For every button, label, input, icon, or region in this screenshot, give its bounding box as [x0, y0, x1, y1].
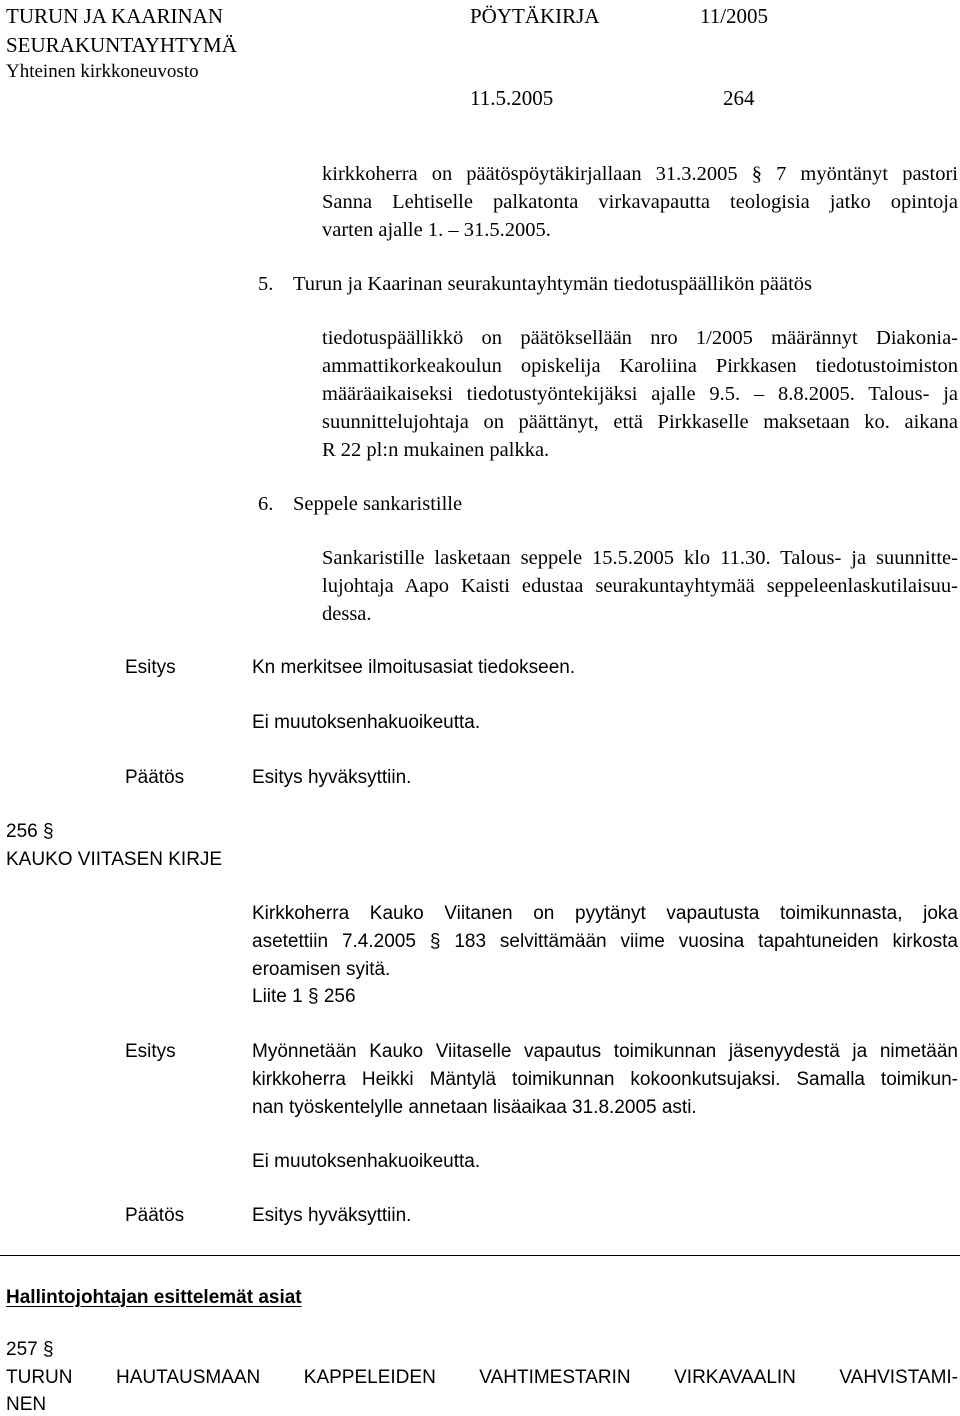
paatos-label: Päätös: [125, 1205, 185, 1226]
paragraph-line: dessa.: [322, 603, 372, 625]
section-title: NEN: [6, 1394, 47, 1415]
governing-body-name: Yhteinen kirkkoneuvosto: [6, 61, 199, 82]
paragraph-line: määräaikaiseksi tiedotustyöntekijäksi ajalle 9.5. – 8.8.2005. Talous- ja: [322, 383, 958, 405]
paatos-label: Päätös: [125, 767, 185, 788]
appeal-note: Ei muutoksenhakuoikeutta.: [252, 712, 481, 733]
esitys-label: Esitys: [125, 1041, 176, 1062]
esitys-label: Esitys: [125, 657, 176, 678]
document-number: 11/2005: [700, 4, 769, 28]
esitys-text: Kn merkitsee ilmoitusasiat tiedokseen.: [252, 657, 576, 678]
paragraph-line: eroamisen syitä.: [252, 959, 391, 980]
item-title: Seppele sankaristille: [293, 493, 463, 515]
divider: [0, 1255, 960, 1256]
item-number: 6.: [258, 493, 274, 515]
organization-name-line2: SEURAKUNTAYHTYMÄ: [6, 33, 237, 57]
paragraph-line: lujohtaja Aapo Kaisti edustaa seurakuntayhtymää seppeleenlaskutilaisuu-: [322, 575, 958, 597]
paragraph-line: asetettiin 7.4.2005 § 183 selvittämään viime vuosina tapahtuneiden kirkosta: [252, 931, 958, 952]
section-number: 257 §: [6, 1339, 54, 1360]
section-title: KAUKO VIITASEN KIRJE: [6, 849, 223, 870]
appeal-note: Ei muutoksenhakuoikeutta.: [252, 1151, 481, 1172]
document-type: PÖYTÄKIRJA: [470, 4, 600, 28]
organization-name-line1: TURUN JA KAARINAN: [6, 4, 224, 28]
section-title: TURUN HAUTAUSMAAN KAPPELEIDEN VAHTIMESTARIN VIRKAVAALIN VAHVISTAMI-: [6, 1367, 958, 1388]
section-heading: Hallintojohtajan esittelemät asiat: [6, 1287, 302, 1308]
paragraph-line: kirkkoherra Heikki Mäntylä toimikunnan kokoonkutsujaksi. Samalla toimikun-: [252, 1069, 958, 1090]
paatos-text: Esitys hyväksyttiin.: [252, 767, 412, 788]
paragraph-line: Kirkkoherra Kauko Viitanen on pyytänyt vapautusta toimikunnasta, joka: [252, 903, 958, 924]
paragraph-line: R 22 pl:n mukainen palkka.: [322, 439, 550, 461]
paragraph-line: varten ajalle 1. – 31.5.2005.: [322, 219, 551, 241]
page-number: 264: [723, 86, 755, 110]
paatos-text: Esitys hyväksyttiin.: [252, 1205, 412, 1226]
meeting-date: 11.5.2005: [470, 86, 554, 110]
section-number: 256 §: [6, 821, 54, 842]
attachment-reference: Liite 1 § 256: [252, 986, 356, 1007]
paragraph-line: suunnittelujohtaja on päättänyt, että Pirkkaselle maksetaan ko. aikana: [322, 411, 958, 433]
paragraph-line: Sanna Lehtiselle palkatonta virkavapautta teologisia jatko opintoja: [322, 191, 958, 213]
paragraph-line: ammattikorkeakoulun opiskelija Karoliina Pirkkasen tiedotustoimiston: [322, 355, 958, 377]
item-number: 5.: [258, 273, 274, 295]
paragraph-line: kirkkoherra on päätöspöytäkirjallaan 31.3.2005 § 7 myöntänyt pastori: [322, 163, 958, 185]
paragraph-line: Myönnetään Kauko Viitaselle vapautus toimikunnan jäsenyydestä ja nimetään: [252, 1041, 958, 1062]
item-title: Turun ja Kaarinan seurakuntayhtymän tiedotuspäällikön päätös: [293, 273, 813, 295]
paragraph-line: Sankaristille lasketaan seppele 15.5.2005 klo 11.30. Talous- ja suunnitte-: [322, 547, 958, 569]
paragraph-line: tiedotuspäällikkö on päätöksellään nro 1/2005 määrännyt Diakonia-: [322, 327, 958, 349]
paragraph-line: nan työskentelylle annetaan lisäaikaa 31.8.2005 asti.: [252, 1097, 697, 1118]
